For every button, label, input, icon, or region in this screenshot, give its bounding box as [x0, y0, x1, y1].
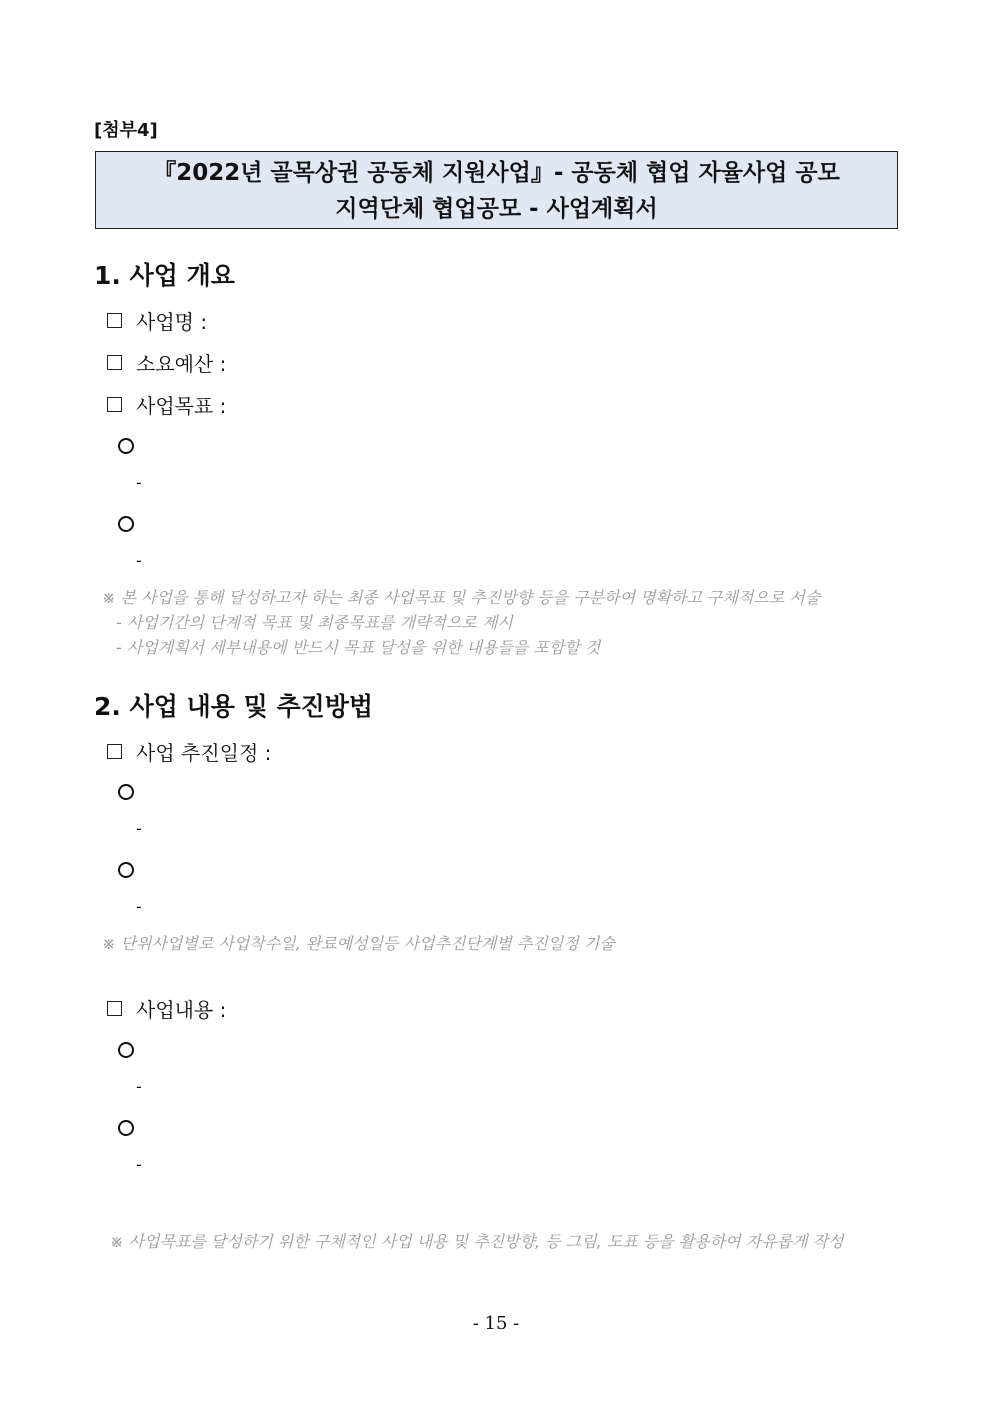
dash-bullet: -	[136, 1155, 142, 1174]
guidance-note: - 사업계획서 세부내용에 반드시 목표 달성을 위한 내용들을 포함할 것	[116, 638, 601, 657]
dash-bullet: -	[136, 551, 142, 570]
document-title-line1: 『2022년 골목상권 공동체 지원사업』- 공동체 협업 자율사업 공모	[153, 160, 840, 186]
item-label: 소요예산 :	[136, 352, 227, 376]
item-label: 사업내용 :	[136, 998, 227, 1022]
guidance-note: ※ 사업목표를 달성하기 위한 구체적인 사업 내용 및 추진방향, 등 그림, 도표 등을 활용하여 자유롭게 작성	[110, 1232, 844, 1251]
document-title-box	[95, 151, 898, 229]
checkbox-square-icon	[107, 1001, 122, 1016]
dash-bullet: -	[136, 473, 142, 492]
item-label: 사업명 :	[136, 310, 208, 334]
checkbox-square-icon	[107, 313, 122, 328]
checkbox-square-icon	[107, 744, 122, 759]
circle-bullet-icon	[118, 1120, 134, 1136]
dash-bullet: -	[136, 1077, 142, 1096]
checklist-item-business-name	[107, 306, 207, 335]
document-title-line2: 지역단체 협업공모 - 사업계획서	[335, 196, 658, 222]
dash-bullet: -	[136, 897, 142, 916]
dash-bullet: -	[136, 819, 142, 838]
item-label: 사업목표 :	[136, 394, 227, 418]
guidance-note: ※ 본 사업을 통해 달성하고자 하는 최종 사업목표 및 추진방향 등을 구분하여 명확하고 구체적으로 서술	[102, 588, 821, 607]
attachment-label: [첨부4]	[94, 120, 158, 141]
circle-bullet-icon	[118, 516, 134, 532]
circle-bullet-icon	[118, 784, 134, 800]
checklist-item-schedule	[107, 737, 271, 766]
circle-bullet-icon	[118, 1042, 134, 1058]
page-number: - 15 -	[472, 1313, 520, 1334]
circle-bullet-icon	[118, 862, 134, 878]
circle-bullet-icon	[118, 438, 134, 454]
guidance-note: ※ 단위사업별로 사업착수일, 완료예성일등 사업추진단계별 추진일정 기술	[102, 934, 615, 953]
section1-heading: 1. 사업 개요	[94, 261, 235, 290]
item-label: 사업 추진일정 :	[136, 741, 272, 765]
checkbox-square-icon	[107, 397, 122, 412]
guidance-note: - 사업기간의 단계적 목표 및 최종목표를 개략적으로 제시	[116, 613, 513, 632]
checkbox-square-icon	[107, 355, 122, 370]
checklist-item-goal	[107, 390, 226, 419]
checklist-item-content	[107, 994, 226, 1023]
section2-heading: 2. 사업 내용 및 추진방법	[94, 692, 374, 721]
checklist-item-budget	[107, 348, 226, 377]
